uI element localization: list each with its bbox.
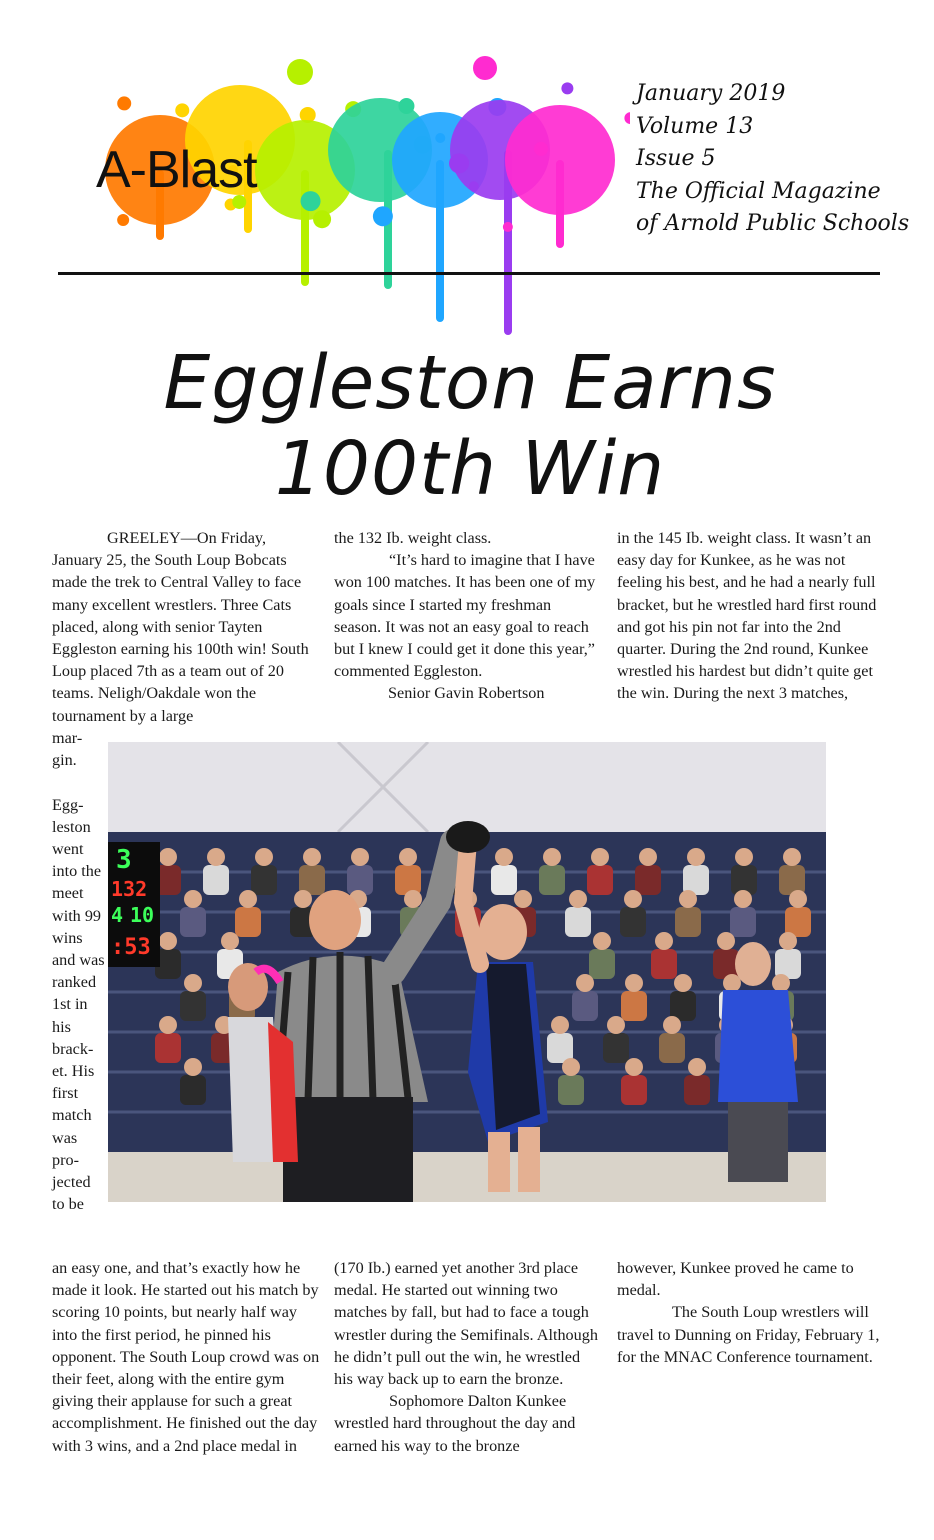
scoreboard-weight: 132	[111, 877, 148, 901]
paint-splash-logo	[90, 50, 630, 380]
article-paragraph: the 132 Ib. weight class.	[334, 529, 492, 547]
issue-tagline-2: of Arnold Public Schools	[636, 211, 910, 236]
scoreboard-clock: :53	[111, 935, 151, 960]
article-paragraph: Senior Gavin Robertson	[388, 684, 545, 703]
magazine-brand: A-Blast	[96, 141, 257, 199]
issue-number: Issue 5	[636, 146, 716, 171]
headline-line-2: 100th Win	[274, 426, 666, 512]
wrestling-photo	[108, 742, 826, 1202]
article-column-1-top	[52, 527, 320, 727]
article-column-2-top	[334, 527, 602, 705]
article-headline	[60, 340, 880, 512]
article-narrow-column	[52, 727, 106, 1215]
article-column-1-bottom	[52, 1257, 320, 1457]
article-paragraph: GREELEY—On Friday, January 25, the South Loup Bobcats made the trek to Central Valley to face many excellent wrestlers. Three Cats placed, along with senior Tayten Eggleston earning his 100th win! South Loup placed 7th as a team out of 20 teams. Neligh/Oakdale won the tournament by a large	[52, 529, 309, 725]
article-paragraph: in the 145 Ib. weight class. It wasn’t an easy day for Kunkee, as he was not feeling his best, and he had a nearly full bracket, but he wrestled hard first round and got his pin not far into the 2nd quarter. During the 2nd round, Kunkee wrestled his hardest but didn’t quite get the win. During the next 3 matches,	[617, 529, 877, 703]
article-paragraph: (170 Ib.) earned yet another 3rd place medal. He started out winning two matches by fall, but had to face a tough wrestler during the Semifinals. Although he didn’t pull out the win, he wrestled his way back up to earn the bronze.	[334, 1259, 598, 1389]
article-paragraph: mar-gin. Egg-leston went into the meet with 99 wins and was ranked 1st in his brack-et. His first match was pro-jected to be	[52, 729, 105, 1214]
scoreboard-right-score: 10	[130, 903, 155, 927]
masthead-divider	[58, 272, 880, 275]
article-column-3-top	[617, 527, 885, 705]
issue-date: January 2019	[636, 81, 786, 106]
wrestling-photo-illustration	[108, 742, 826, 1202]
headline-line-1: Eggleston Earns	[163, 340, 777, 426]
article-column-2-bottom	[334, 1257, 602, 1457]
scoreboard-left-score: 4	[111, 903, 124, 927]
issue-tagline-1: The Official Magazine	[636, 178, 881, 204]
article-paragraph: “It’s hard to imagine that I have won 100 matches. It has been one of my goals since I started my freshman season. It was not an easy goal to reach but I knew I could get it done this year,” commented Eggleston.	[334, 551, 596, 681]
article-column-3-bottom	[617, 1257, 885, 1368]
article-paragraph: an easy one, and that’s exactly how he made it look. He started out his match by scoring 10 points, but nearly half way into the first period, he pinned his opponent. The South Loup crowd was on their feet, along with the entire gym giving their applause for such a great accomplishment. He finished out the day with 3 wins, and a 2nd place medal in	[52, 1259, 320, 1455]
scoreboard-period: 3	[116, 845, 132, 875]
issue-info	[636, 78, 909, 241]
article-paragraph: The South Loup wrestlers will travel to Dunning on Friday, February 1, for the MNAC Conference tournament.	[617, 1303, 880, 1366]
issue-volume: Volume 13	[636, 113, 754, 139]
article-paragraph: Sophomore Dalton Kunkee wrestled hard throughout the day and earned his way to the bronze	[334, 1392, 576, 1455]
article-paragraph: however, Kunkee proved he came to medal.	[617, 1259, 854, 1300]
